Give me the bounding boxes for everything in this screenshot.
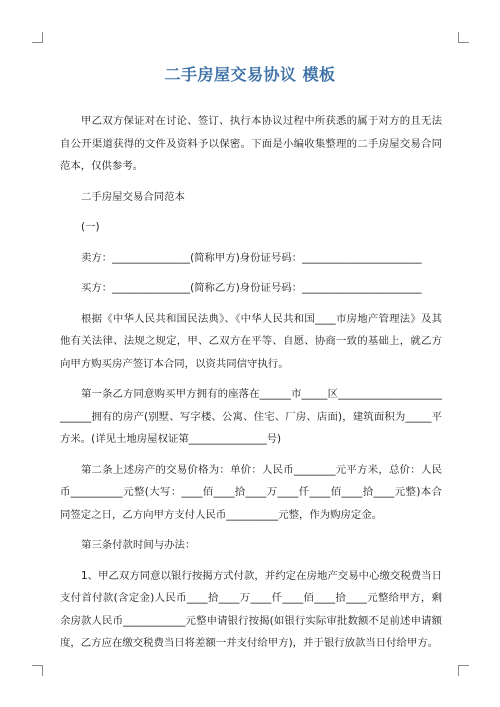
crop-mark-top-right — [458, 32, 469, 43]
article-two: 第二条上述房产的交易价格为：单价：人民币________元平方米，总价：人民币__________元整(大写：____佰____拾____万____仟____佰____拾____元整)本合同签定之日，乙方向甲方支付人民币__________元整，作为购房定金。 — [60, 463, 442, 521]
intro-paragraph: 甲乙双方保证对在讨论、签订、执行本协议过程中所获悉的属于对方的且无法自公开渠道获得的文件及资料予以保密。下面是小编收集整理的二手房屋交易合同范本，仅供参考。 — [60, 115, 442, 172]
crop-mark-bottom-left — [32, 665, 43, 676]
buyer-line: 买方：_______________(简称乙方)身份证号码：_______________________ — [81, 282, 422, 294]
legal-basis-paragraph: 根据《中华人民共和国民法典》、《中华人民共和国____市房地产管理法》及其他有关法律、法规之规定，甲、乙双方在平等、自愿、协商一致的基础上，就乙方向甲方购买房产签订本合同，以资共同信守执行。 — [60, 312, 442, 370]
document-body — [60, 110, 442, 663]
crop-mark-top-left — [32, 32, 43, 43]
contract-heading: 二手房屋交易合同范本 — [81, 190, 185, 203]
payment-clause-one: 1、甲乙双方同意以银行按揭方式付款，并约定在房地产交易中心缴交税费当日支付首付款(含定金)人民币____拾____万____仟____佰____拾____元整给甲方，剩余房款人民币____________元整申请银行按揭(如银行实际审批数额不足前述申请额度，乙方应在缴交税费当日将差额一并支付给甲方)，并于银行放款当日付给甲方。 — [60, 569, 442, 649]
document-title: 二手房屋交易协议 模板 — [164, 65, 336, 84]
article-one: 第一条乙方同意购买甲方拥有的座落在______市_____区__________________________拥有的房产(别墅、写字楼、公寓、住宅、厂房、店面)，建筑面积为_____平方米。(详见土地房屋权证第_______________号) — [60, 388, 442, 445]
section-number: (一) — [81, 221, 100, 233]
article-three-heading: 第三条付款时间与办法： — [81, 539, 196, 551]
seller-line: 卖方：_______________(简称甲方)身份证号码：_______________________ — [81, 251, 422, 264]
crop-mark-bottom-right — [458, 665, 469, 676]
